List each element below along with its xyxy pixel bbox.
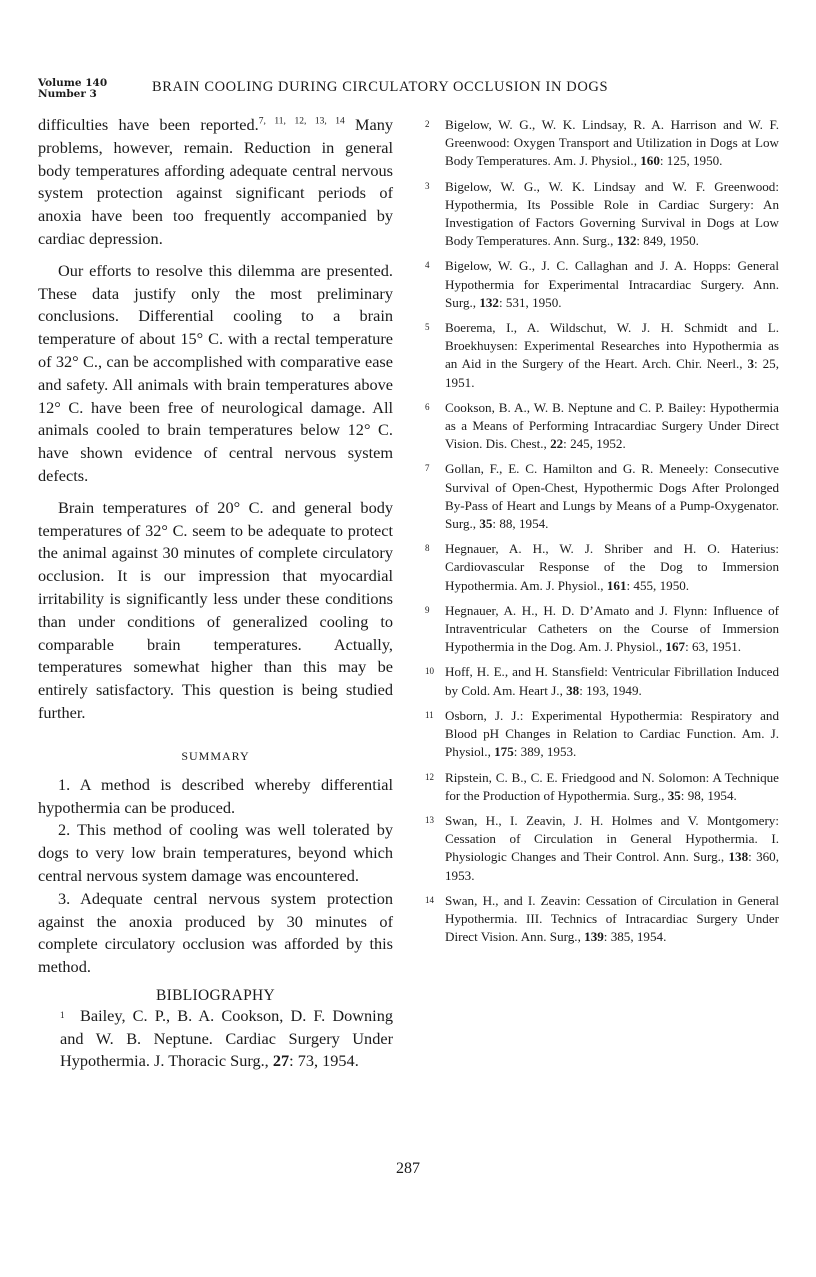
bibliography-entry xyxy=(423,769,779,805)
reference-number: 14 xyxy=(425,894,434,905)
reference-text: Ripstein, C. B., C. E. Friedgood and N. Solomon: A Technique for the Production of Hypothermia. Surg., xyxy=(445,769,779,803)
reference-pages-year: : 455, 1950. xyxy=(626,577,690,593)
reference-number: 7 xyxy=(425,463,430,474)
bibliography-heading: BIBLIOGRAPHY xyxy=(156,986,275,1004)
reference-pages-year: : 25, 1951. xyxy=(445,356,779,390)
bibliography-entry xyxy=(423,399,779,454)
reference-pages-year: : 98, 1954. xyxy=(680,787,737,803)
reference-pages-year: : 849, 1950. xyxy=(636,233,699,249)
paragraph-1-rest: Many problems, however, remain. Reduction in general body temperatures affording adequate central nervous system protection against significant periods of anoxia have been too frequently accompanied by cardiac depression. xyxy=(38,115,393,248)
reference-volume: 175 xyxy=(494,744,514,760)
reference-pages-year: : 531, 1950. xyxy=(498,294,562,310)
bibliography-entry xyxy=(423,178,779,251)
bibliography-entry xyxy=(423,812,779,885)
reference-text: Swan, H., I. Zeavin, J. H. Holmes and V. Montgomery: Cessation of Circulation in General Hypothermia. I. Physiologic Changes and Their Control. Ann. Surg., xyxy=(445,812,779,865)
reference-text: Cookson, B. A., W. B. Neptune and C. P. Bailey: Hypothermia as a Means of Performing Intracardiac Surgery Under Direct Vision. Dis. Chest., xyxy=(445,399,779,452)
reference-pages-year: : 245, 1952. xyxy=(563,436,626,452)
reference-number: 3 xyxy=(425,180,430,191)
reference-volume: 161 xyxy=(606,577,627,593)
reference-volume: 35 xyxy=(667,787,681,803)
bibliography-list-left xyxy=(38,1005,393,1073)
reference-text: Gollan, F., E. C. Hamilton and G. R. Meneely: Consecutive Survival of Open-Chest, Hypothermic Dogs After Prolonged By-Pass of Heart and Lungs by Means of a Pump-Oxygenator. Surg., xyxy=(445,461,779,532)
running-header xyxy=(38,76,778,106)
reference-pages-year: : 73, 1954. xyxy=(289,1051,359,1071)
reference-number: 1 xyxy=(60,1009,65,1020)
bibliography-entry xyxy=(423,257,779,312)
summary-item: 2. This method of cooling was well tolerated by dogs to very low brain temperatures, beyond which central nervous system damage was encountered. xyxy=(38,820,393,885)
bibliography-entry xyxy=(423,319,779,392)
reference-number: 8 xyxy=(425,543,430,554)
reference-text: Boerema, I., A. Wildschut, W. J. H. Schmidt and L. Broekhuysen: Experimental Researches into Hypothermia as an Aid in the Surgery of the Heart. Arch. Chir. Neerl., xyxy=(445,320,779,372)
reference-volume: 138 xyxy=(728,849,749,865)
bibliography-entry xyxy=(423,663,779,699)
reference-volume: 132 xyxy=(616,233,637,249)
reference-number: 2 xyxy=(425,119,430,129)
paragraph-1-lead: difficulties have been reported. xyxy=(38,115,259,134)
reference-text: Hegnauer, A. H., H. D. D’Amato and J. Flynn: Influence of Intraventricular Catheters on the Course of Immersion Hypothermia in the Dog. Am. J. Physiol., xyxy=(445,602,779,655)
reference-text: Hoff, H. E., and H. Stansfield: Ventricular Fibrillation Induced by Cold. Am. Heart J., xyxy=(445,664,779,698)
reference-volume: 38 xyxy=(566,682,580,698)
reference-text: Bigelow, W. G., W. K. Lindsay and W. F. Greenwood: Hypothermia, Its Possible Role in Cardiac Surgery: An Investigation of Factors Governing Survival in Dogs at Low Body Temperatures. Ann. Surg., xyxy=(445,178,779,249)
reference-volume: 27 xyxy=(272,1051,290,1071)
reference-volume: 160 xyxy=(640,153,660,169)
reference-pages-year: : 389, 1953. xyxy=(513,744,577,760)
running-title: BRAIN COOLING DURING CIRCULATORY OCCLUSION IN DOGS xyxy=(152,79,609,95)
reference-text: Hegnauer, A. H., W. J. Shriber and H. O. Haterius: Cardiovascular Response of the Dog to Immersion Hypothermia. Am. J. Physiol., xyxy=(445,541,779,593)
reference-number: 6 xyxy=(425,401,430,412)
reference-text: Bigelow, W. G., J. C. Callaghan and J. A. Hopps: General Hypothermia for Experimental Intracardiac Surgery. Ann. Surg., xyxy=(445,258,779,310)
number-label: Number 3 xyxy=(38,88,97,100)
reference-number: 5 xyxy=(425,322,430,333)
reference-volume: 3 xyxy=(747,356,755,372)
paragraph-3: Brain temperatures of 20° C. and general body temperatures of 32° C. seem to be adequate to protect the animal against 30 minutes of complete circulatory occlusion. It is our impression that myocardial irritability is significantly less under these conditions than under conditions of generalized cooling to comparable brain temperatures. Actually, temperatures somewhat higher than this may be entirely satisfactory. This question is being studied further. xyxy=(38,497,393,722)
reference-text: Osborn, J. J.: Experimental Hypothermia: Respiratory and Blood pH Changes in Relation to Cardiac Function. Am. J. Physiol., xyxy=(445,707,779,760)
bibliography-entry xyxy=(423,602,779,657)
reference-pages-year: : 88, 1954. xyxy=(492,516,549,532)
summary-item: 3. Adequate central nervous system protection against the anoxia produced by 30 minutes of complete circulatory occlusion was afforded by this method. xyxy=(38,888,393,977)
bibliography-entry xyxy=(423,892,779,947)
summary-heading: SUMMARY xyxy=(181,748,250,763)
reference-pages-year: : 360, 1953. xyxy=(445,849,779,883)
reference-volume: 22 xyxy=(550,436,564,452)
paragraph-2: Our efforts to resolve this dilemma are presented. These data justify only the most preliminary conclusions. Differential cooling to a brain temperature of about 15° C. with a rectal temperature of 32° C., can be accomplished with comparative ease and safety. All animals with brain temperatures above 12° C. have been free of neurological damage. All animals cooled to brain temperatures below 12° C. have shown evidence of central nervous system defects. xyxy=(38,260,393,485)
reference-volume: 35 xyxy=(479,516,493,532)
reference-number: 9 xyxy=(425,604,430,615)
reference-number: 13 xyxy=(425,814,434,825)
reference-number: 12 xyxy=(425,771,434,782)
volume-info xyxy=(38,78,107,100)
reference-text: Bailey, C. P., B. A. Cookson, D. F. Downing and W. B. Neptune. Cardiac Surgery Under Hypothermia. J. Thoracic Surg., xyxy=(60,1005,393,1071)
reference-pages-year: : 125, 1950. xyxy=(659,153,723,169)
reference-text: Swan, H., and I. Zeavin: Cessation of Circulation in General Hypothermia. III. Technics of Intracardiac Surgery Under Direct Vision. Ann. Surg., xyxy=(445,892,779,945)
summary-list xyxy=(38,774,393,979)
summary-item: 1. A method is described whereby differential hypothermia can be produced. xyxy=(38,774,393,817)
bibliography-entry xyxy=(423,707,779,762)
bibliography-entry xyxy=(423,540,779,595)
reference-pages-year: : 193, 1949. xyxy=(579,682,642,698)
reference-volume: 139 xyxy=(584,929,604,945)
reference-number: 4 xyxy=(425,260,430,271)
reference-pages-year: : 385, 1954. xyxy=(603,929,667,945)
reference-volume: 167 xyxy=(665,639,686,655)
volume-label: Volume 140 xyxy=(38,77,108,89)
reference-number: 11 xyxy=(425,709,434,720)
paragraph-1 xyxy=(38,114,393,251)
reference-text: Bigelow, W. G., W. K. Lindsay, R. A. Harrison and W. F. Greenwood: Oxygen Transport and Utilization in Dogs at Low Body Temperatures. Am. J. Physiol., xyxy=(445,117,779,169)
reference-volume: 132 xyxy=(479,294,499,310)
bibliography-list-right xyxy=(423,114,779,946)
bibliography-entry xyxy=(423,460,779,533)
reference-superscript: 7, 11, 12, 13, 14 xyxy=(258,116,345,127)
bibliography-entry xyxy=(423,116,779,171)
reference-number: 10 xyxy=(425,666,434,677)
reference-pages-year: : 63, 1951. xyxy=(685,639,742,655)
left-column xyxy=(38,114,393,1073)
page-number: 287 xyxy=(396,1160,420,1177)
bibliography-entry xyxy=(38,1005,393,1073)
